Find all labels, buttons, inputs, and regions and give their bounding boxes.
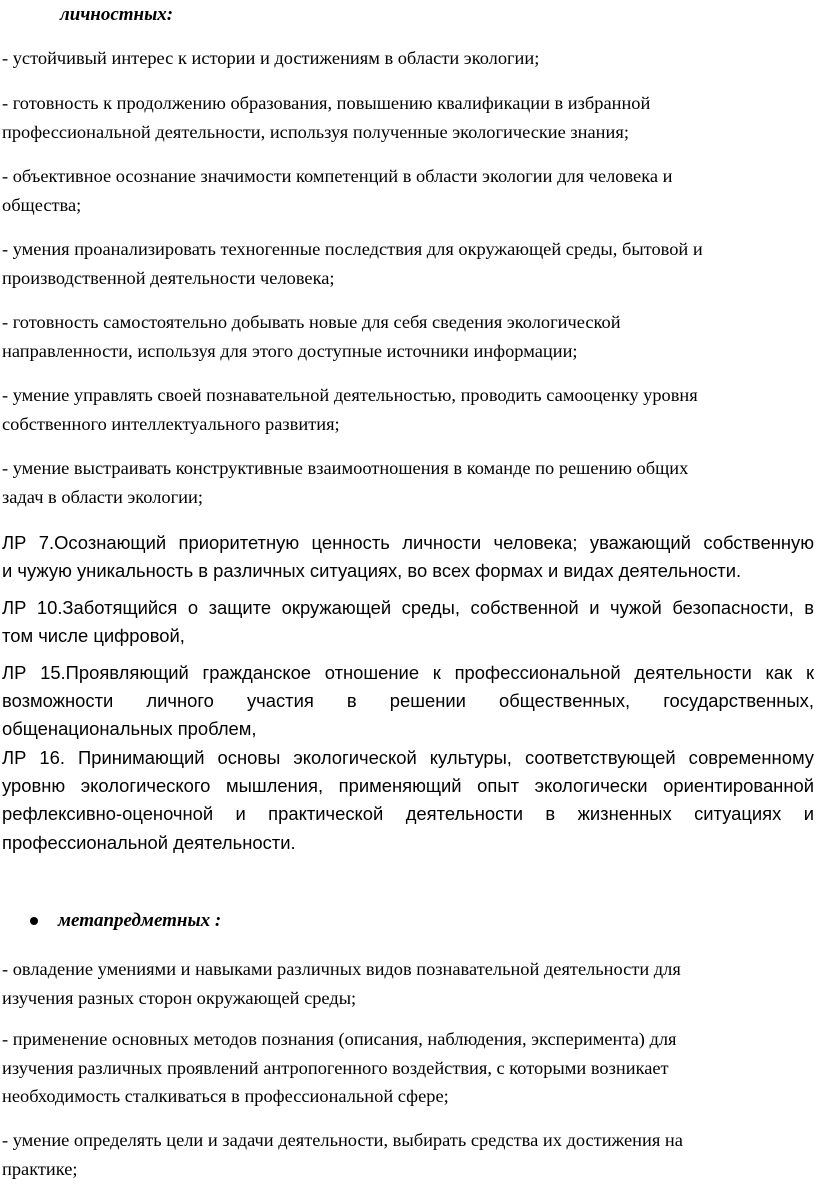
text-line: необходимость сталкиваться в профессиональной сфере; [2, 1086, 449, 1106]
text-line: уровню экологического мышления, применяющий опыт экологически ориентированной [2, 775, 814, 797]
text-line: - овладение умениями и навыками различных видов познавательной деятельности для [2, 959, 681, 979]
lr-item-16 [2, 744, 814, 857]
text-line: собственного интеллектуального развития; [2, 413, 340, 434]
text-line: производственной деятельности человека; [2, 267, 335, 288]
bullet-dot-icon [30, 917, 38, 925]
text-line: - объективное осознание значимости компетенций в области экологии для человека и [2, 166, 673, 186]
text-line: изучения разных сторон окружающей среды; [2, 987, 357, 1008]
text-line: - готовность самостоятельно добывать новые для себя сведения экологической [2, 312, 621, 332]
meta-heading: метапредметных : [58, 910, 222, 931]
text-line: профессиональной деятельности. [2, 831, 296, 853]
personal-item-4 [2, 235, 802, 292]
text-line: ЛР 7.Осознающий приоритетную ценность личности человека; уважающий собственную [2, 532, 814, 553]
text-line: - применение основных методов познания (описания, наблюдения, эксперимента) для [2, 1029, 677, 1049]
text-line: ЛР 10.Заботящийся о защите окружающей среды, собственной и чужой безопасности, в [2, 597, 814, 618]
text-line: направленности, используя для этого доступные источники информации; [2, 340, 578, 361]
text-line: практике; [2, 1158, 78, 1179]
personal-item-6 [2, 381, 802, 438]
text-line: - умение выстраивать конструктивные взаимоотношения в команде по решению общих [2, 458, 689, 478]
text-line: профессиональной деятельности, используя полученные экологические знания; [2, 121, 629, 142]
text-line: общества; [2, 194, 82, 215]
text-line: рефлексивно-оценочной и практической деятельности в жизненных ситуациях и [2, 803, 814, 825]
lr-item-7 [2, 529, 814, 585]
text-line: - умение определять цели и задачи деятельности, выбирать средства их достижения на [2, 1130, 683, 1150]
meta-item-2 [2, 1025, 802, 1111]
text-line: и чужую уникальность в различных ситуациях, во всех формах и видах деятельности. [2, 560, 742, 582]
text-line: ЛР 15.Проявляющий гражданское отношение к профессиональной деятельности как к [2, 662, 814, 683]
text-line: изучения различных проявлений антропогенного воздействия, с которыми возникает [2, 1057, 669, 1078]
personal-item-1 [2, 44, 802, 73]
personal-item-5 [2, 308, 802, 365]
lr-item-10 [2, 594, 814, 650]
personal-item-2 [2, 89, 802, 146]
text-line: - готовность к продолжению образования, повышению квалификации в избранной [2, 93, 651, 113]
text-line: - умения проанализировать техногенные последствия для окружающей среды, бытовой и [2, 239, 703, 259]
personal-item-7 [2, 454, 802, 511]
text-line: возможности личного участия в решении общественных, государственных, [2, 690, 814, 712]
text-line: ЛР 16. Принимающий основы экологической культуры, соответствующей современному [2, 747, 814, 768]
personal-heading: личностных: [60, 4, 174, 25]
personal-item-3 [2, 162, 802, 219]
text-line: общенациональных проблем, [2, 718, 257, 740]
text-line: - устойчивый интерес к истории и достижениям в области экологии; [2, 48, 540, 68]
lr-item-15 [2, 659, 814, 744]
meta-bullet-heading [30, 906, 221, 936]
text-line: задач в области экологии; [2, 486, 203, 507]
meta-item-1 [2, 955, 802, 1012]
meta-item-3 [2, 1126, 802, 1183]
text-line: том числе цифровой, [2, 625, 185, 647]
text-line: - умение управлять своей познавательной деятельностью, проводить самооценку уровня [2, 385, 698, 405]
